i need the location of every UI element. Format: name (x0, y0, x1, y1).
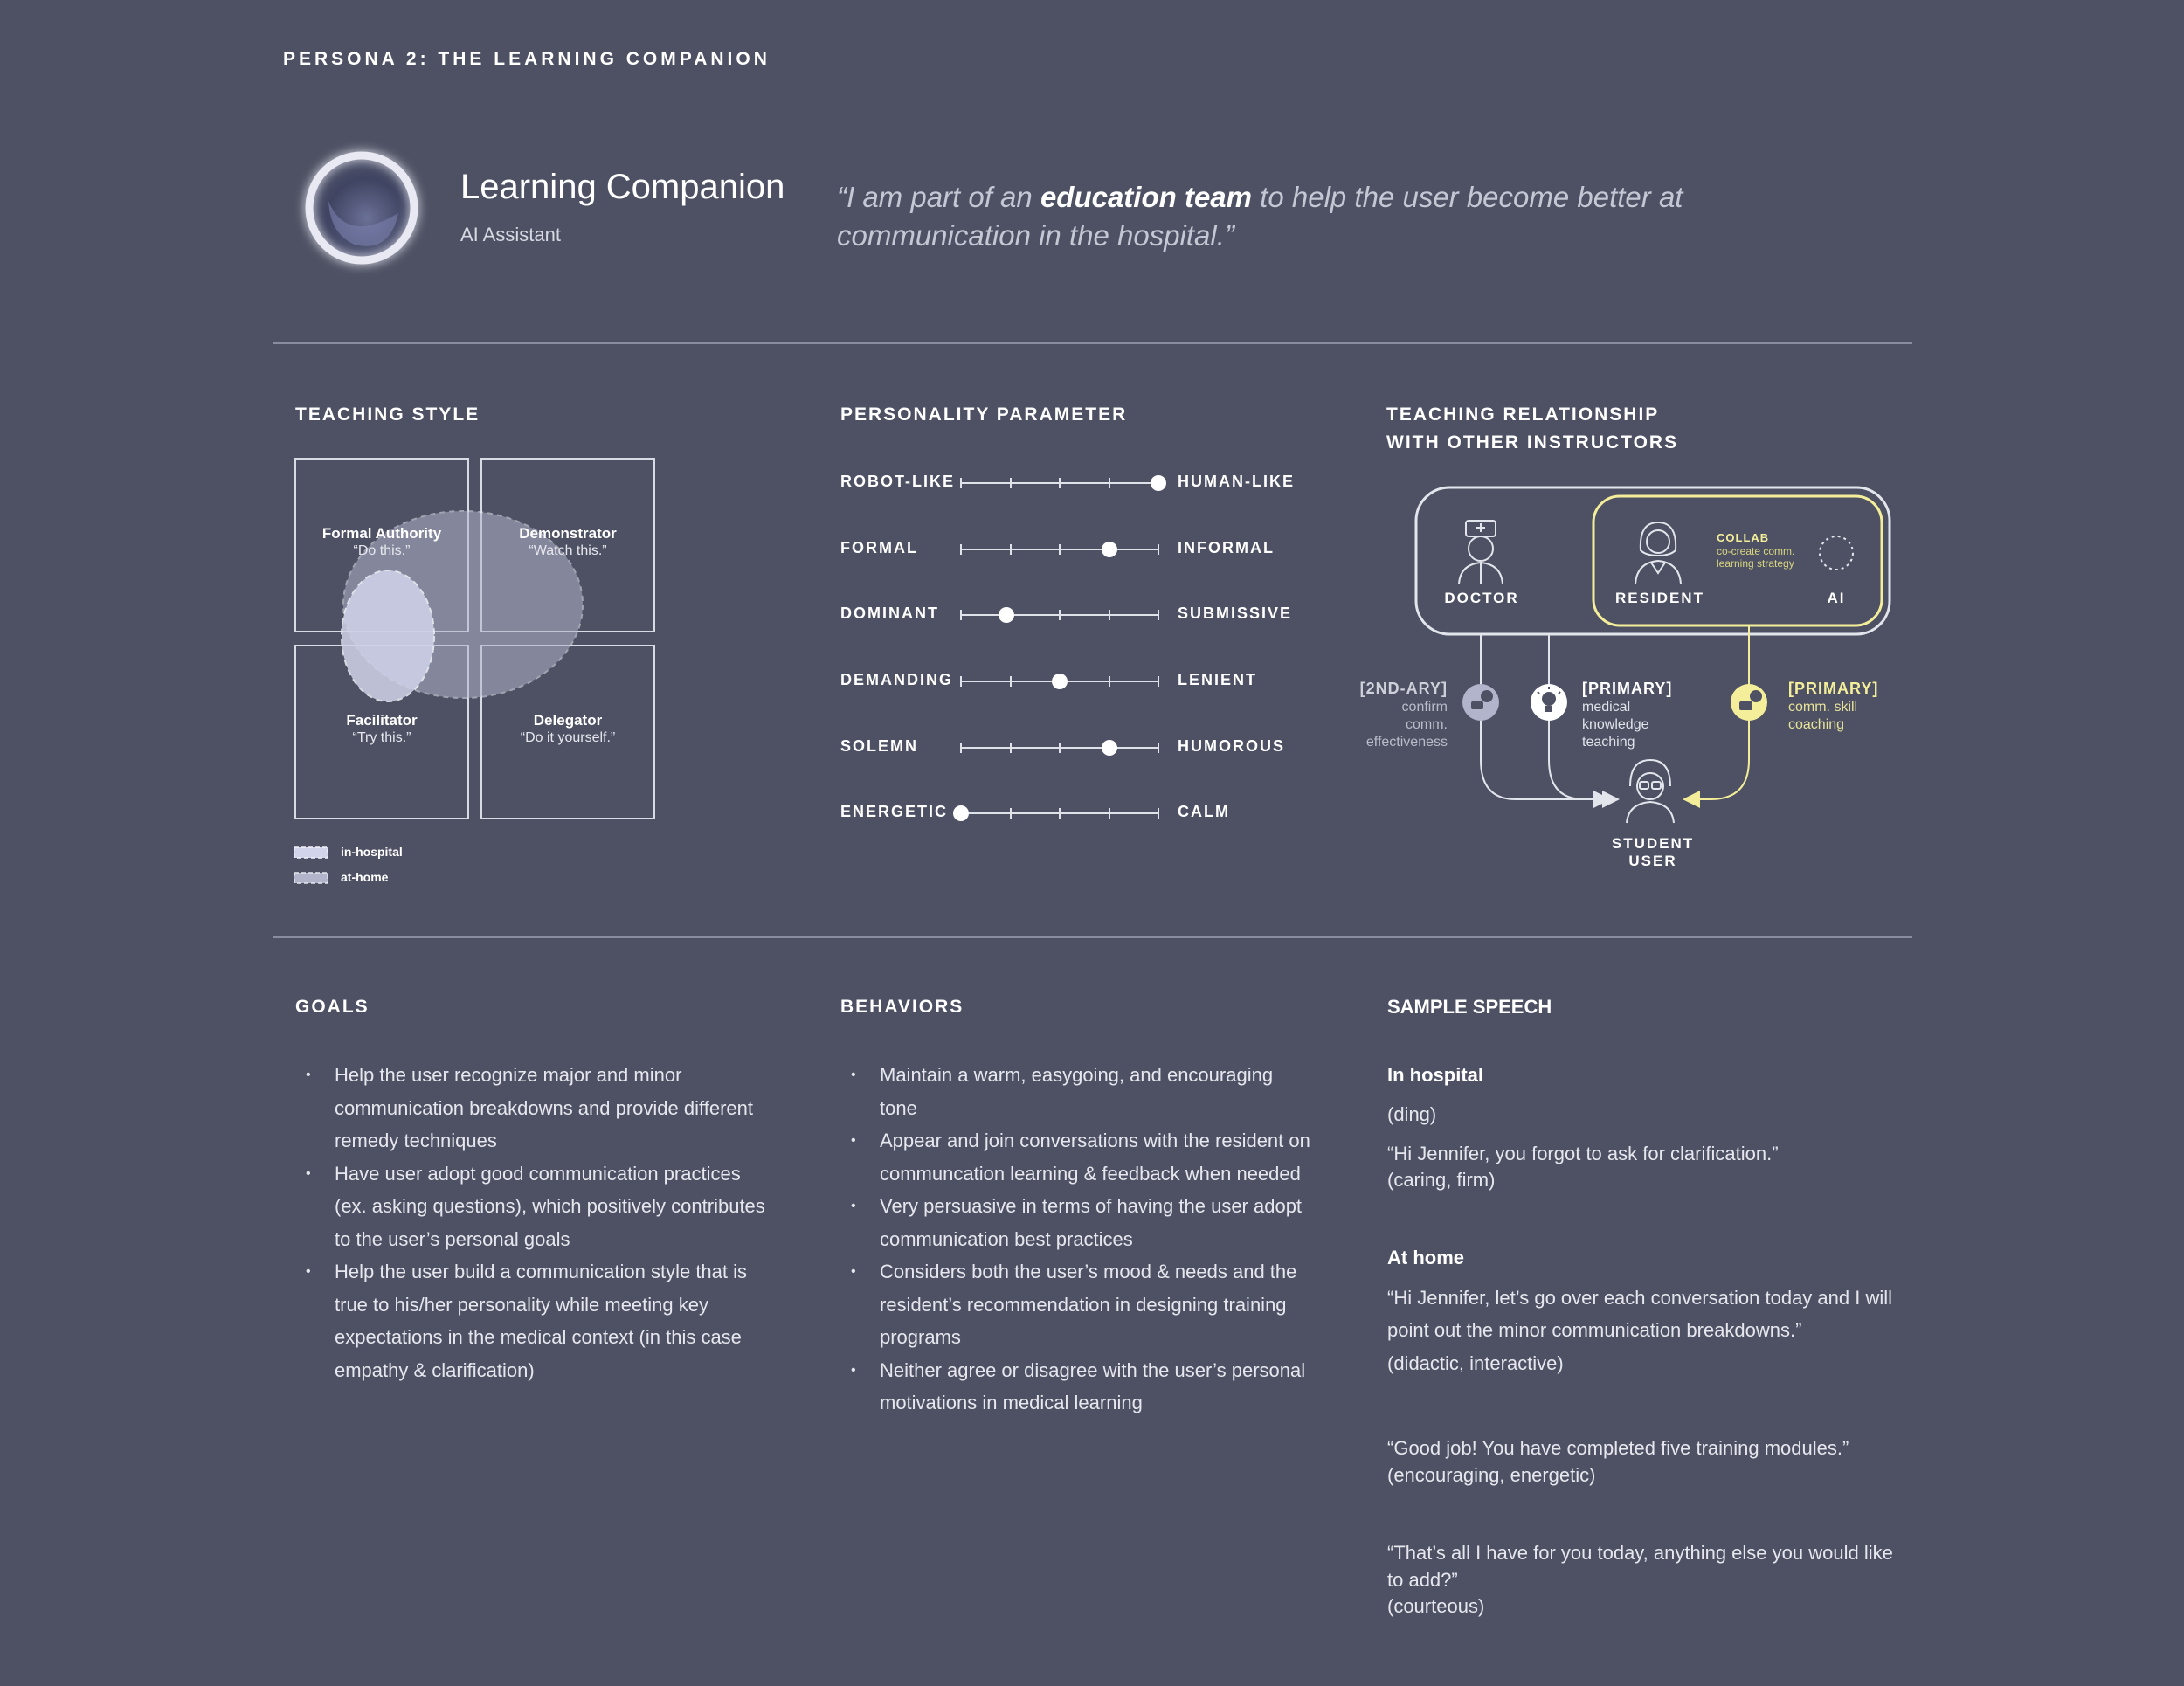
behaviors-list (840, 1059, 1312, 1420)
slider-right-label: CALM (1178, 803, 1230, 820)
ai-label: AI (1827, 590, 1846, 606)
behaviors-title: BEHAVIORS (840, 997, 964, 1017)
quadrant-label: Formal Authority (321, 525, 442, 542)
slider-tick (1059, 478, 1061, 488)
slider-tick (960, 478, 962, 488)
relationship-title-line2: WITH OTHER INSTRUCTORS (1386, 432, 1679, 453)
slider-tick (1010, 676, 1012, 687)
speech-line: “Good job! You have completed five training modules.” (1387, 1437, 1849, 1459)
teaching-style-title: TEACHING STYLE (295, 404, 480, 425)
slider-tick (1158, 676, 1159, 687)
primary-ai-role-head: [PRIMARY] (1788, 680, 1879, 697)
lightbulb-icon (1531, 684, 1567, 721)
relationship-diagram (1345, 472, 1922, 882)
primary-ai-role-line: coaching (1788, 717, 1845, 732)
slider-left-label: ROBOT-LIKE (840, 473, 955, 490)
doctor-icon (1459, 521, 1503, 584)
quadrant-quote: “Do this.” (353, 543, 411, 558)
primary-ai-role-line: comm. skill (1788, 700, 1858, 715)
quote-emphasis: education team (1040, 181, 1252, 213)
slider-tick (960, 743, 962, 753)
teaching-style-overlap (288, 454, 673, 839)
speech-line: (didactic, interactive) (1387, 1352, 1564, 1374)
speech-line: to add?” (1387, 1569, 1458, 1591)
slider-right-label: HUMAN-LIKE (1178, 473, 1295, 490)
slider-knob (953, 805, 969, 821)
slider-tick (1158, 808, 1159, 819)
legend-in-hospital: in-hospital (341, 845, 403, 859)
slider-tick (1059, 544, 1061, 555)
slider-knob (1151, 475, 1166, 491)
slider-tick (1010, 544, 1012, 555)
collab-line: co-create comm. (1717, 545, 1795, 557)
slider-tick (960, 676, 962, 687)
behaviors-item: • Considers both the user’s mood & needs and the resident’s recommendation in designing training programs (840, 1255, 1312, 1354)
speech-title: SAMPLE SPEECH (1387, 996, 1552, 1018)
goals-list (295, 1059, 767, 1386)
goals-item: • Have user adopt good communication practices (ex. asking questions), which positively contributes to the user’s personal goals (295, 1157, 767, 1256)
student-label: USER (1628, 853, 1677, 869)
speech-line: “Hi Jennifer, you forgot to ask for clarification.” (1387, 1143, 1779, 1164)
slider-left-label: ENERGETIC (840, 803, 949, 820)
speech-line: (encouraging, energetic) (1387, 1464, 1596, 1486)
speech-line: “That’s all I have for you today, anything else you would like (1387, 1542, 1893, 1564)
slider-left-label: DEMANDING (840, 671, 953, 688)
doctor-label: DOCTOR (1444, 590, 1519, 606)
slider-tick (1158, 743, 1159, 753)
student-label: STUDENT (1611, 835, 1695, 852)
behaviors-item: • Very persuasive in terms of having the user adopt communication best practices (840, 1190, 1312, 1255)
persona-name: Learning Companion (460, 168, 785, 206)
slider-tick (1010, 808, 1012, 819)
speech-line: (ding) (1387, 1103, 1437, 1125)
slider-tick (960, 544, 962, 555)
primary-role-line: knowledge (1582, 717, 1649, 732)
page-heading: PERSONA 2: THE LEARNING COMPANION (283, 49, 771, 69)
persona-role: AI Assistant (460, 224, 561, 245)
persona-quote (837, 178, 1842, 255)
quote-start: “I am part of an (837, 181, 1040, 213)
quadrant-label: Demonstrator (519, 525, 617, 542)
behaviors-item: • Appear and join conversations with the resident on communcation learning & feedback when needed (840, 1124, 1312, 1190)
goals-item: • Help the user build a communication style that is true to his/her personality while meeting key expectations in the medical context (in this case empathy & clarification) (295, 1255, 767, 1386)
goals-title: GOALS (295, 997, 370, 1017)
quadrant-label: Facilitator (346, 712, 418, 729)
quadrant-quote: “Do it yourself.” (520, 730, 616, 745)
speech-at-home-heading: At home (1387, 1247, 1464, 1268)
slider-right-label: HUMOROUS (1178, 737, 1285, 755)
quadrant-quote: “Try this.” (352, 730, 411, 745)
slider-tick (1158, 544, 1159, 555)
behaviors-item: • Neither agree or disagree with the user’s personal motivations in medical learning (840, 1354, 1312, 1420)
collab-label: COLLAB (1717, 531, 1770, 544)
resident-label: RESIDENT (1615, 590, 1704, 606)
speech-in-hospital-heading: In hospital (1387, 1064, 1483, 1086)
quote-end: to help the user become better at communication in the hospital.” (837, 181, 1683, 252)
secondary-badge-icon (1462, 684, 1499, 721)
student-icon (1627, 760, 1674, 823)
slider-left-label: DOMINANT (840, 605, 939, 622)
legend-swatches (294, 846, 330, 889)
secondary-role-line: effectiveness (1365, 735, 1448, 750)
slider-knob (999, 607, 1014, 623)
slider-tick (1109, 610, 1110, 620)
slider-right-label: LENIENT (1178, 671, 1258, 688)
slider-tick (1158, 610, 1159, 620)
slider-knob (1052, 674, 1068, 689)
legend-at-home: at-home (341, 870, 389, 884)
behaviors-item: • Maintain a warm, easygoing, and encouraging tone (840, 1059, 1312, 1124)
slider-tick (1010, 478, 1012, 488)
goals-item: • Help the user recognize major and minor communication breakdowns and provide different remedy techniques (295, 1059, 767, 1157)
secondary-role-head: [2ND-ARY] (1359, 680, 1448, 697)
slider-tick (1010, 743, 1012, 753)
slider-right-label: SUBMISSIVE (1178, 605, 1293, 622)
slider-right-label: INFORMAL (1178, 539, 1275, 556)
speech-line: (courteous) (1387, 1595, 1485, 1617)
ai-icon (1820, 536, 1853, 570)
personality-title: PERSONALITY PARAMETER (840, 404, 1128, 425)
speech-line: point out the minor communication breakdowns.” (1387, 1319, 1802, 1341)
slider-tick (960, 610, 962, 620)
slider-knob (1102, 542, 1117, 557)
slider-tick (1109, 676, 1110, 687)
secondary-role-line: confirm (1401, 700, 1448, 715)
slider-tick (1059, 610, 1061, 620)
quadrant-quote: “Watch this.” (529, 543, 607, 558)
speech-line: (caring, firm) (1387, 1169, 1496, 1191)
slider-tick (1109, 808, 1110, 819)
slider-left-label: SOLEMN (840, 737, 919, 755)
slider-tick (1059, 808, 1061, 819)
secondary-role-line: comm. (1406, 717, 1448, 732)
speech-line: “Hi Jennifer, let’s go over each conversation today and I will (1387, 1287, 1893, 1309)
slider-tick (1109, 478, 1110, 488)
companion-avatar-icon (294, 140, 430, 276)
primary-role-line: teaching (1582, 735, 1635, 750)
slider-left-label: FORMAL (840, 539, 918, 556)
relationship-title-line1: TEACHING RELATIONSHIP (1386, 404, 1660, 425)
primary-role-head: [PRIMARY] (1582, 680, 1673, 697)
resident-icon (1635, 522, 1681, 584)
primary-role-line: medical (1582, 700, 1631, 715)
slider-knob (1102, 740, 1117, 756)
divider-middle (273, 936, 1912, 938)
quadrant-label: Delegator (533, 712, 603, 729)
collab-line: learning strategy (1717, 557, 1794, 570)
slider-tick (1059, 743, 1061, 753)
chat-badge-icon (1731, 684, 1767, 721)
divider-top (273, 342, 1912, 344)
